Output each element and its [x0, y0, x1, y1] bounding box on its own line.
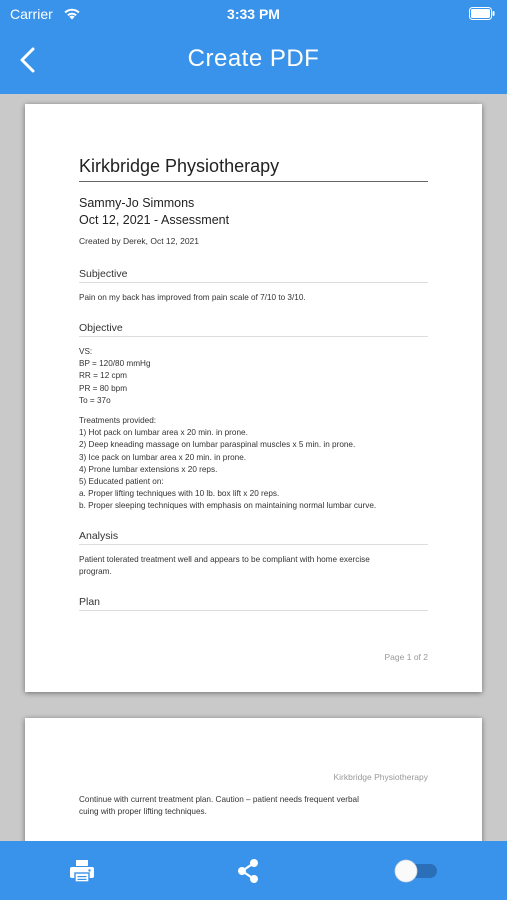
- share-icon[interactable]: [234, 857, 262, 885]
- nav-title: Create PDF: [187, 45, 320, 72]
- vitals-line: PR = 80 bpm: [79, 383, 128, 393]
- vitals-line: To = 37o: [79, 395, 111, 405]
- treatment-line: Treatments provided:: [79, 416, 157, 425]
- pdf-page-1: [25, 104, 482, 692]
- top-bar: [0, 0, 507, 94]
- objective-heading: Objective: [79, 322, 428, 337]
- created-by: Created by Derek, Oct 12, 2021: [79, 236, 200, 246]
- patient-name: Sammy-Jo Simmons: [79, 196, 195, 210]
- toggle-switch[interactable]: [393, 859, 439, 883]
- subjective-body: Pain on my back has improved from pain scale of 7/10 to 3/10.: [79, 293, 306, 302]
- clinic-name: Kirkbridge Physiotherapy: [79, 156, 428, 182]
- plan-heading: Plan: [79, 596, 428, 611]
- page-header: Kirkbridge Physiotherapy: [333, 772, 428, 782]
- treatment-line: 5) Educated patient on:: [79, 477, 164, 487]
- vitals-line: VS:: [79, 347, 93, 356]
- bottom-toolbar: [0, 841, 507, 900]
- analysis-line: Patient tolerated treatment well and appears to be compliant with home exercise: [79, 555, 370, 564]
- visit-date: Oct 12, 2021 - Assessment: [79, 213, 230, 227]
- treatment-line: 4) Prone lumbar extensions x 20 reps.: [79, 464, 218, 474]
- vitals-line: RR = 12 cpm: [79, 371, 128, 381]
- treatment-line: 1) Hot pack on lumbar area x 20 min. in prone.: [79, 428, 248, 438]
- objective-vitals: [79, 346, 428, 407]
- analysis-line: program.: [79, 567, 112, 577]
- status-time: 3:33 PM: [227, 6, 280, 22]
- vitals-line: BP = 120/80 mmHg: [79, 359, 151, 369]
- treatment-line: 3) Ice pack on lumbar area x 20 min. in prone.: [79, 452, 247, 462]
- pdf-page-2: [25, 718, 482, 841]
- subjective-heading: Subjective: [79, 268, 428, 283]
- plan-line: cuing with proper lifting techniques.: [79, 807, 207, 817]
- plan-body: [79, 794, 428, 818]
- printer-icon[interactable]: [68, 857, 96, 885]
- page-number: Page 1 of 2: [384, 652, 428, 662]
- carrier-label: Carrier: [10, 6, 53, 22]
- objective-treatments: [79, 415, 428, 513]
- treatment-line: b. Proper sleeping techniques with emphasis on maintaining normal lumbar curve.: [79, 501, 377, 511]
- plan-line: Continue with current treatment plan. Caution – patient needs frequent verbal: [79, 795, 359, 804]
- pdf-preview-scroll[interactable]: [0, 94, 507, 841]
- analysis-body: [79, 554, 428, 578]
- battery-icon: [469, 7, 495, 20]
- treatment-line: 2) Deep kneading massage on lumbar paraspinal muscles x 5 min. in prone.: [79, 440, 356, 450]
- status-bar: [0, 0, 507, 28]
- treatment-line: a. Proper lifting techniques with 10 lb. box lift x 20 reps.: [79, 489, 280, 499]
- analysis-heading: Analysis: [79, 530, 428, 545]
